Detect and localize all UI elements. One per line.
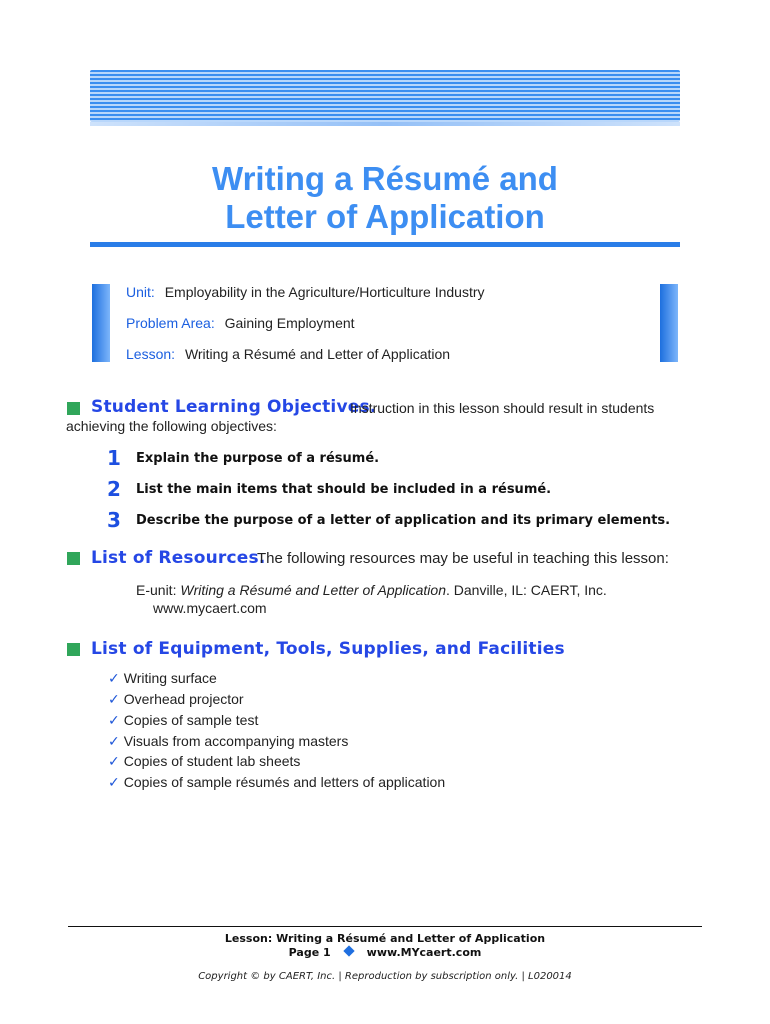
title-divider [90,242,680,247]
equipment-item [108,670,217,687]
equipment-item-text: Overhead projector [123,691,244,707]
objectives-intro-2: achieving the following objectives: [66,418,277,434]
page-title [90,160,680,236]
objectives-intro-1: Instruction in this lesson should result in students [350,400,655,416]
checkmark-icon: ✓ [108,670,120,686]
checkmark-icon: ✓ [108,774,120,790]
equipment-item [108,691,244,708]
equipment-item [108,733,348,750]
equipment-item [108,753,300,770]
equipment-item-text: Copies of sample test [123,712,259,728]
equipment-heading: List of Equipment, Tools, Supplies, and Facilities [91,639,565,659]
equipment-item-text: Visuals from accompanying masters [123,733,349,749]
unit-value: Employability in the Agriculture/Horticulture Industry [164,284,485,300]
checkmark-icon: ✓ [108,753,120,769]
equipment-item [108,712,258,729]
footer-copyright: Copyright © by CAERT, Inc. | Reproduction by subscription only. | L020014 [198,971,572,982]
checkmark-icon: ✓ [108,691,120,707]
objective-number-2: 2 [107,477,121,501]
resource-title: Writing a Résumé and Letter of Application [180,582,446,598]
title-line-2: Letter of Application [225,198,545,235]
resource-prefix: E-unit: [136,582,181,598]
objectives-heading: Student Learning Objectives. [91,397,377,417]
resource-item [136,582,607,598]
equipment-item [108,774,445,791]
footer-divider [68,926,702,927]
resources-heading: List of Resources. [91,548,266,568]
objective-text-3: Describe the purpose of a letter of application and its primary elements. [136,513,671,528]
resources-bullet-icon [67,552,80,565]
objective-text-1: Explain the purpose of a résumé. [136,451,380,466]
objectives-bullet-icon [67,402,80,415]
unit-line [126,284,485,300]
unit-label: Unit: [126,284,155,300]
objective-number-3: 3 [107,508,121,532]
diamond-icon [343,945,354,956]
problem-area-value: Gaining Employment [224,315,355,331]
objective-text-2: List the main items that should be included in a résumé. [136,482,552,497]
resource-url[interactable]: www.mycaert.com [153,600,267,616]
info-box-right-bar [660,284,678,362]
equipment-item-text: Copies of student lab sheets [123,753,301,769]
lesson-line [126,346,450,362]
title-line-1: Writing a Résumé and [212,160,558,197]
footer-page: Page 1 [288,946,331,959]
objective-number-1: 1 [107,446,121,470]
equipment-item-text: Writing surface [123,670,217,686]
footer-page-line [68,946,702,959]
equipment-bullet-icon [67,643,80,656]
problem-area-line [126,315,355,331]
resources-intro: The following resources may be useful in teaching this lesson: [257,550,669,567]
header-banner [90,70,680,122]
footer-site[interactable]: www.MYcaert.com [366,946,482,959]
resource-suffix: . Danville, IL: CAERT, Inc. [445,582,607,598]
checkmark-icon: ✓ [108,733,120,749]
problem-area-label: Problem Area: [126,315,215,331]
lesson-label: Lesson: [126,346,176,362]
equipment-item-text: Copies of sample résumés and letters of application [123,774,446,790]
info-box-left-bar [92,284,110,362]
lesson-value: Writing a Résumé and Letter of Application [184,346,451,362]
footer-lesson: Lesson: Writing a Résumé and Letter of Application [224,932,546,945]
checkmark-icon: ✓ [108,712,120,728]
